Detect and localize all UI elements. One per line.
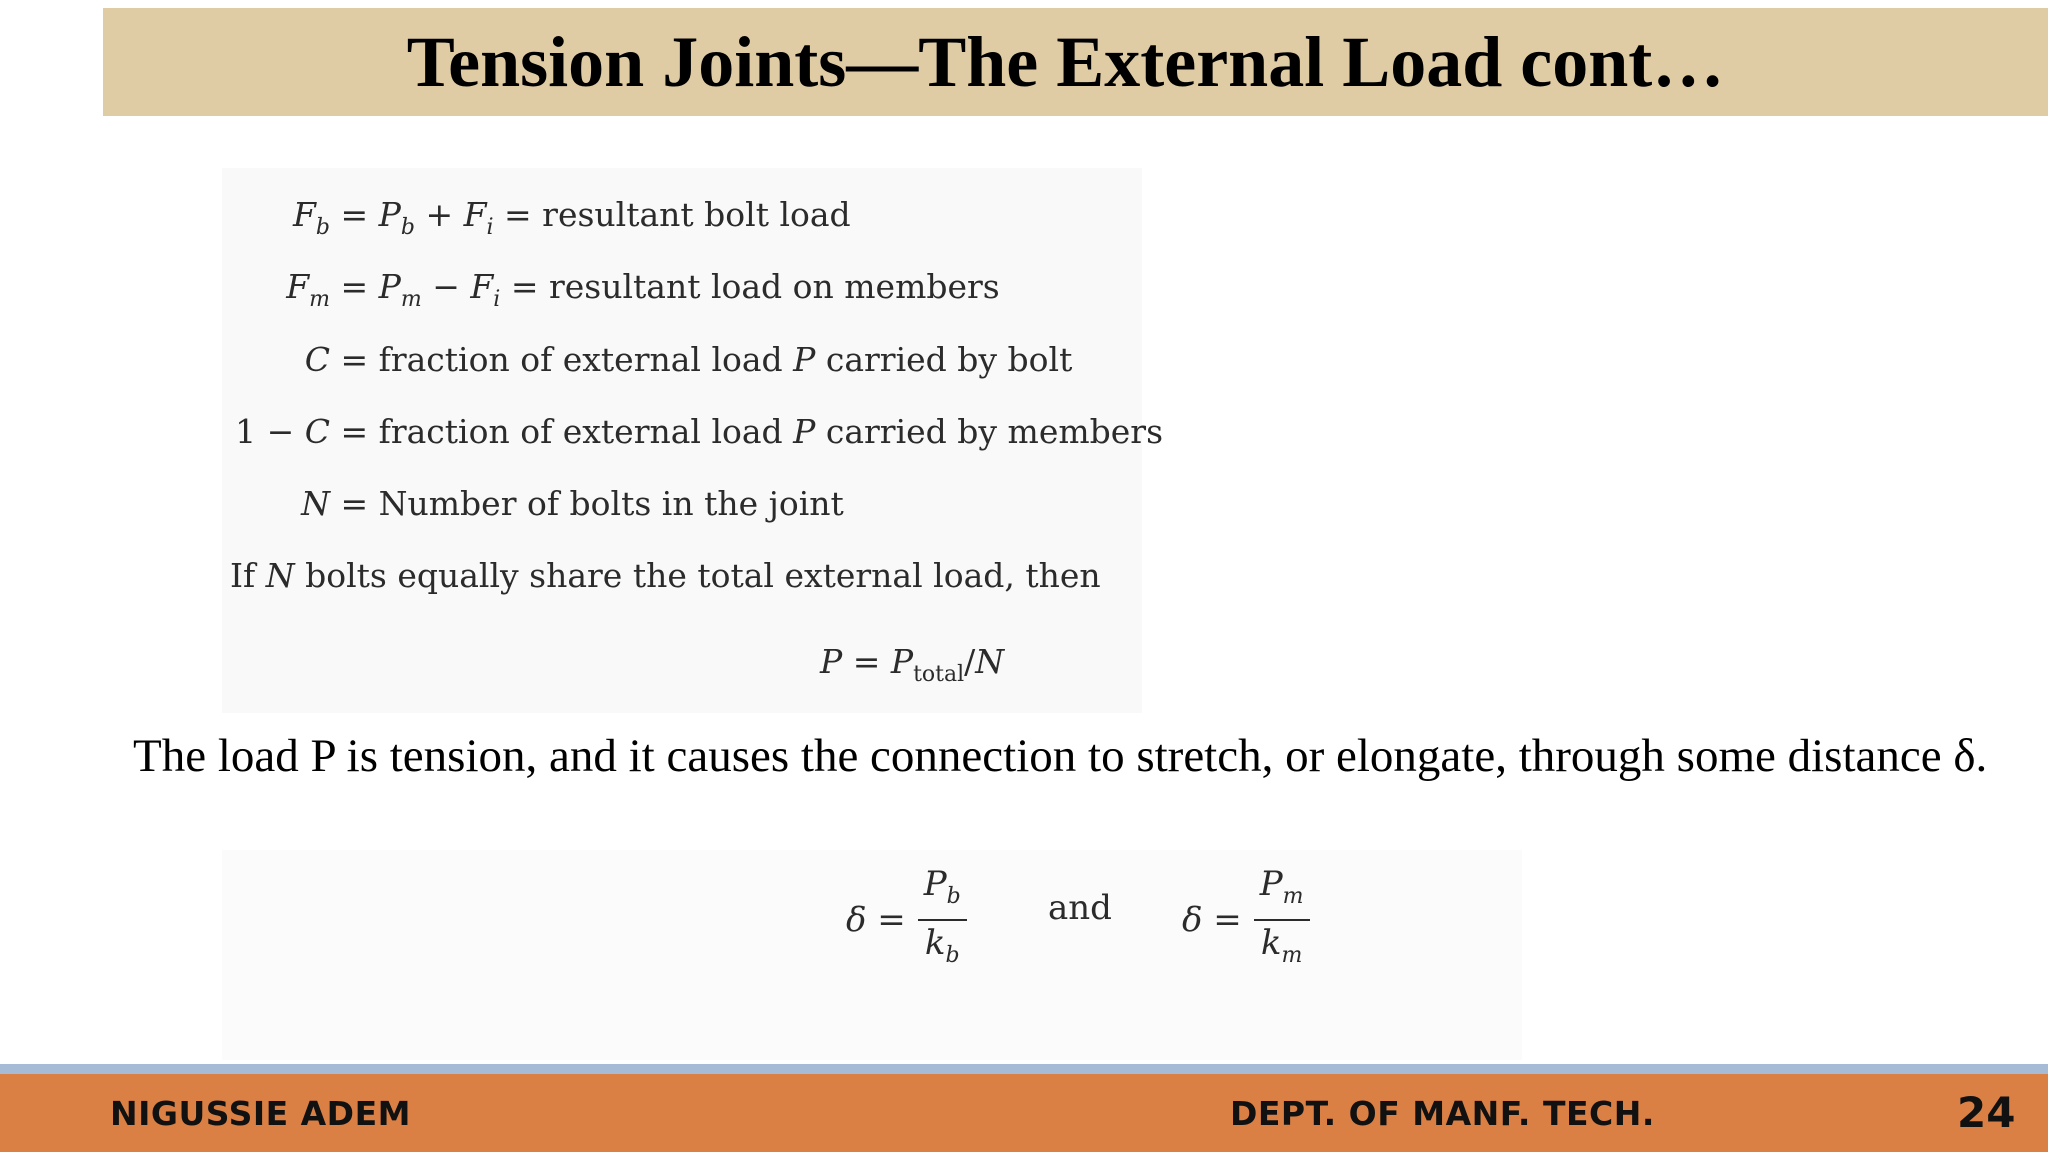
eq-lhs: $F_m$ [286,267,330,312]
page-number: 24 [1957,1088,2016,1137]
fraction-pm-km [1254,862,1310,978]
eq-lhs: C [304,340,330,379]
equation-row-fraction-members [230,412,1164,451]
equation-row-number-of-bolts [290,484,844,523]
footer-author: NIGUSSIE ADEM [110,1094,411,1133]
footer-divider-line [0,1064,2048,1074]
equation-row-resultant-member-load [282,267,1000,312]
eq-lhs: 1 − C [235,412,330,451]
fraction-denominator: $k_b$ [924,923,960,968]
bolts-share-statement: If N bolts equally share the total external load, then [230,556,1101,595]
slide-title: Tension Joints—The External Load cont… [406,22,1725,102]
eq-rhs: = Number of bolts in the joint [340,484,844,523]
eq-rhs: = $P_b + F_i$ = resultant bolt load [340,195,851,240]
delta-symbol: δ [1182,900,1203,940]
footer-department: DEPT. OF MANF. TECH. [1230,1094,1655,1133]
and-conjunction: and [1048,888,1112,928]
eq-rhs: = fraction of external load P carried by bolt [340,340,1073,379]
delta-equation-members: δ = $\frac{P_m}{k_m}$ [1182,862,1310,978]
title-bar [103,8,2048,116]
total-load-equation: $P = P_{total}/N$ [820,642,1005,687]
equation-row-fraction-bolt [290,340,1073,379]
eq-rhs: = fraction of external load P carried by members [340,412,1164,451]
eq-lhs: $F_b$ [293,195,330,240]
body-paragraph: The load P is tension, and it causes the connection to stretch, or elongate, through some distance δ. [133,730,1988,782]
delta-symbol: δ [846,900,867,940]
eq-lhs: N [301,484,330,523]
equation-row-resultant-bolt-load [290,195,851,240]
fraction-denominator: $k_m$ [1260,923,1303,968]
fraction-numerator: $P_b$ [923,864,961,909]
eq-rhs: = $P_m - F_i$ = resultant load on members [340,267,1000,312]
fraction-numerator: $P_m$ [1259,864,1304,909]
fraction-pb-kb [918,862,967,978]
delta-equation-bolt: δ = $\frac{P_b}{k_b}$ [846,862,967,978]
